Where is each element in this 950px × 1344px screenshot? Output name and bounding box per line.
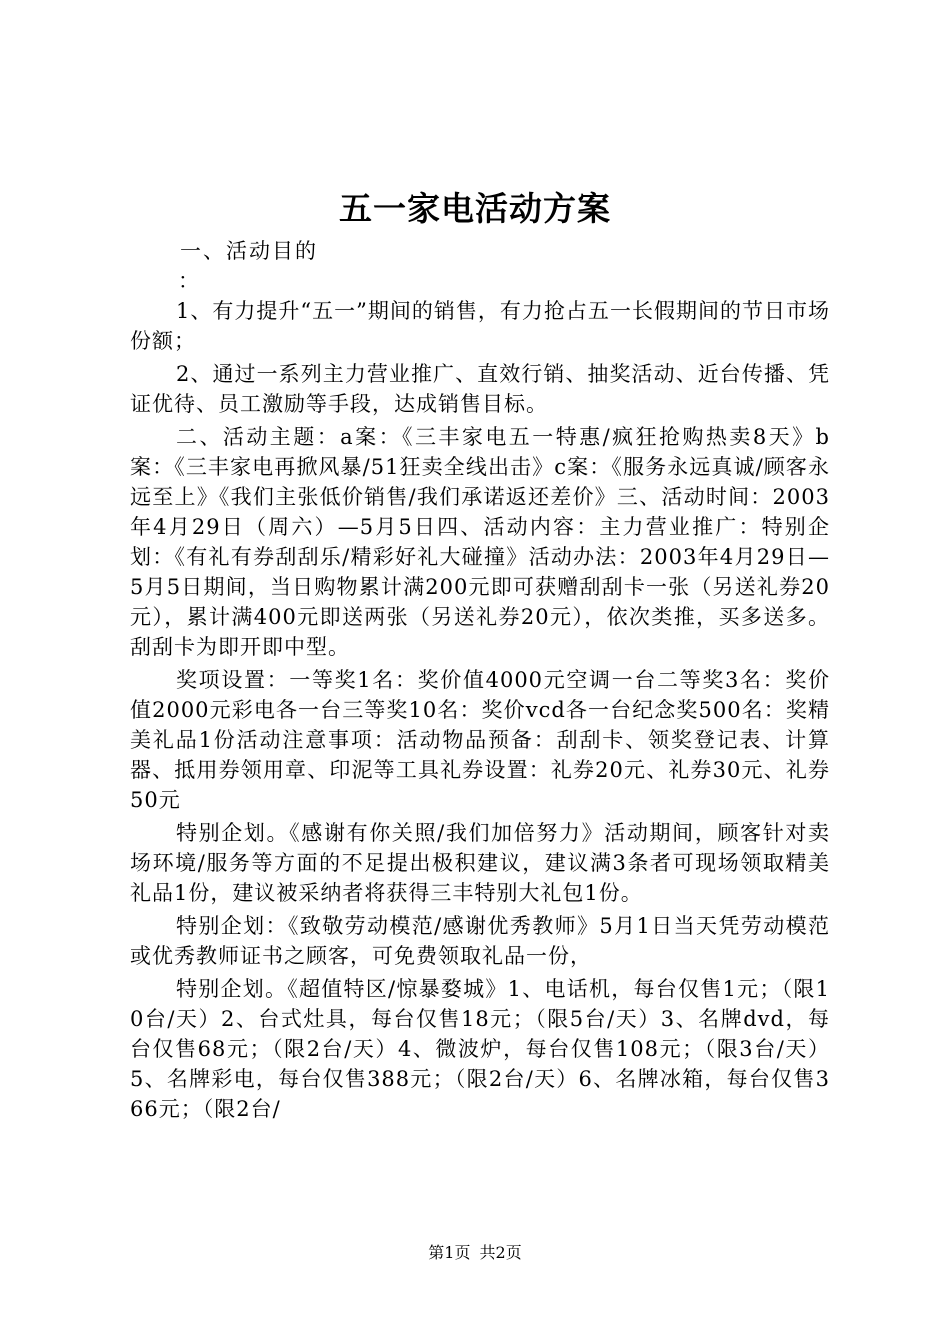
paragraph: 二、活动主题：a案：《三丰家电五一特惠/疯狂抢购热卖8天》b案：《三丰家电再掀风暴/51狂卖全线出击》c案：《服务永远真诚/顾客永远至上》《我们主张低价销售/我们承诺返还差价》三、活动时间：2003年4月29日（周六）—5月5日四、活动内容：主力营业推广：特别企划：《有礼有券刮刮乐/精彩好礼大碰撞》活动办法：2003年4月29日—5月5日期间，当日购物累计满200元即可获赠刮刮卡一张（另送礼券20元），累计满400元即送两张（另送礼券20元），依次类推，买多送多。刮刮卡为即开即中型。 xyxy=(130,425,830,659)
colon-mark: ： xyxy=(178,269,199,293)
page-footer xyxy=(0,1243,950,1263)
paragraph: 特别企划。《感谢有你关照/我们加倍努力》活动期间，顾客针对卖场环境/服务等方面的不足提出极积建议，建议满3条者可现场领取精美礼品1份，建议被采纳者将获得三丰特别大礼包1份。 xyxy=(130,821,830,905)
page-total: 共2页 xyxy=(479,1243,522,1262)
document-title: 五一家电活动方案 xyxy=(339,189,611,228)
document-body xyxy=(130,236,830,1124)
paragraph: 1、有力提升“五一”期间的销售，有力抢占五一长假期间的节日市场份额； xyxy=(130,299,830,353)
paragraph: 特别企划。《超值特区/惊暴婺城》1、电话机，每台仅售1元；（限10台/天）2、台式灶具，每台仅售18元；（限5台/天）3、名牌dvd，每台仅售68元；（限2台/天）4、微波炉，每台仅售108元；（限3台/天）5、名牌彩电，每台仅售388元；（限2台/天）6、名牌冰箱，每台仅售366元；（限2台/ xyxy=(130,977,830,1121)
paragraph: 奖项设置：一等奖1名：奖价值4000元空调一台二等奖3名：奖价值2000元彩电各一台三等奖10名：奖价vcd各一台纪念奖500名：奖精美礼品1份活动注意事项：活动物品预备：刮刮卡、领奖登记表、计算器、抵用券领用章、印泥等工具礼券设置：礼券20元、礼券30元、礼券50元 xyxy=(130,668,830,812)
section-heading: 一、活动目的 xyxy=(180,239,318,263)
paragraph: 2、通过一系列主力营业推广、直效行销、抽奖活动、近台传播、凭证优待、员工激励等手段，达成销售目标。 xyxy=(130,362,830,416)
page-number: 第1页 xyxy=(428,1243,471,1262)
paragraph: 特别企划：《致敬劳动模范/感谢优秀教师》5月1日当天凭劳动模范或优秀教师证书之顾客，可免费领取礼品一份， xyxy=(130,914,830,968)
